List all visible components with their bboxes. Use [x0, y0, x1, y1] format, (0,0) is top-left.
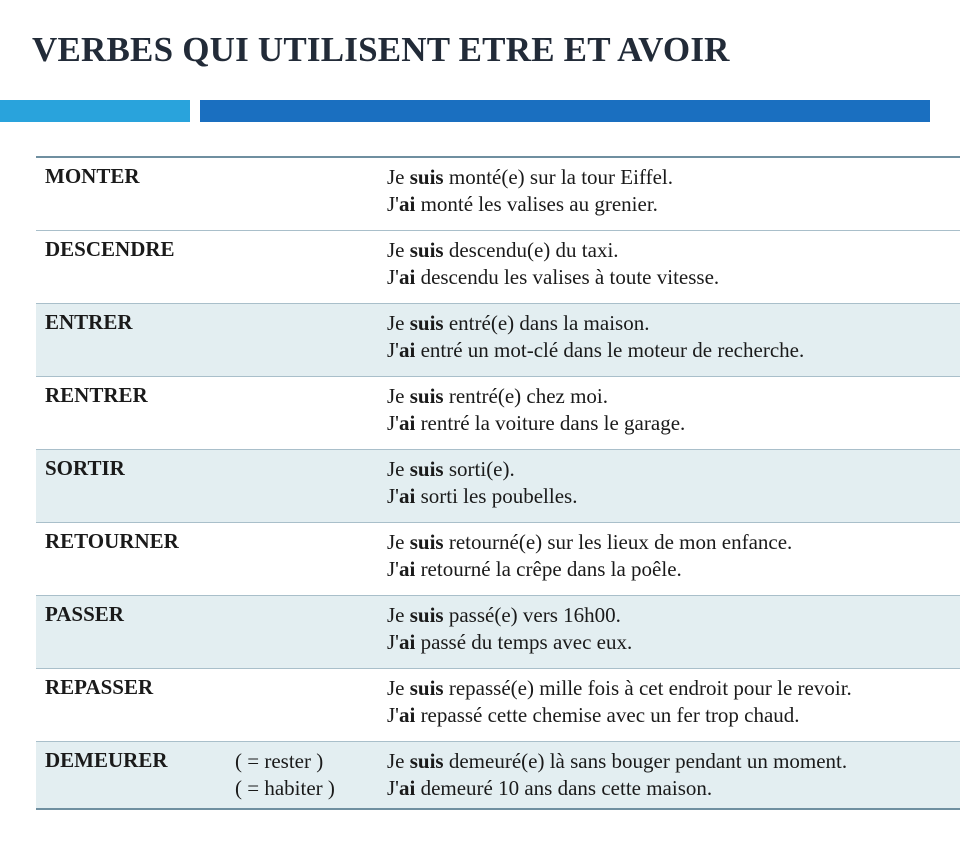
example-avoir: J'ai repassé cette chemise avec un fer trop chaud.	[387, 703, 800, 727]
table-row-passer	[36, 596, 960, 669]
examples	[387, 383, 685, 437]
example-etre: Je suis demeuré(e) là sans bouger pendant un moment.	[387, 749, 848, 773]
example-etre: Je suis passé(e) vers 16h00.	[387, 603, 621, 627]
table-row-demeurer	[36, 742, 960, 810]
examples	[387, 164, 673, 218]
page-title: VERBES QUI UTILISENT ETRE ET AVOIR	[32, 30, 730, 69]
table-row-retourner	[36, 523, 960, 596]
verb-label: DESCENDRE	[45, 237, 175, 261]
example-avoir: J'ai demeuré 10 ans dans cette maison.	[387, 776, 713, 800]
example-etre: Je suis retourné(e) sur les lieux de mon enfance.	[387, 530, 793, 554]
verb-label: REPASSER	[45, 675, 154, 699]
example-etre: Je suis descendu(e) du taxi.	[387, 238, 619, 262]
verb-label: PASSER	[45, 602, 124, 626]
verb-label: RETOURNER	[45, 529, 179, 553]
example-avoir: J'ai sorti les poubelles.	[387, 484, 578, 508]
example-avoir: J'ai rentré la voiture dans le garage.	[387, 411, 686, 435]
verb-label: MONTER	[45, 164, 140, 188]
table-row-rentrer	[36, 377, 960, 450]
examples	[387, 237, 719, 291]
example-avoir: J'ai passé du temps avec eux.	[387, 630, 633, 654]
example-etre: Je suis entré(e) dans la maison.	[387, 311, 650, 335]
example-avoir: J'ai retourné la crêpe dans la poêle.	[387, 557, 682, 581]
verb-label: RENTRER	[45, 383, 148, 407]
accent-bar-left	[0, 100, 190, 122]
example-avoir: J'ai descendu les valises à toute vitesse.	[387, 265, 720, 289]
example-etre: Je suis rentré(e) chez moi.	[387, 384, 609, 408]
example-etre: Je suis monté(e) sur la tour Eiffel.	[387, 165, 673, 189]
examples	[387, 748, 847, 802]
table-row-descendre	[36, 231, 960, 304]
examples	[387, 529, 792, 583]
example-avoir: J'ai entré un mot-clé dans le moteur de recherche.	[387, 338, 805, 362]
verb-label: ENTRER	[45, 310, 133, 334]
example-avoir: J'ai monté les valises au grenier.	[387, 192, 658, 216]
table-row-entrer	[36, 304, 960, 377]
verb-label: SORTIR	[45, 456, 125, 480]
examples	[387, 456, 577, 510]
accent-bar-right	[200, 100, 930, 122]
table-row-monter	[36, 158, 960, 231]
examples	[387, 310, 804, 364]
example-etre: Je suis repassé(e) mille fois à cet endroit pour le revoir.	[387, 676, 852, 700]
meaning-habiter: ( = habiter )	[235, 776, 335, 800]
examples	[387, 675, 852, 729]
verb-table	[36, 156, 960, 810]
meaning-rester: ( = rester )	[235, 749, 324, 773]
verb-label: DEMEURER	[45, 748, 168, 772]
verb-meanings	[235, 748, 335, 802]
examples	[387, 602, 632, 656]
table-row-sortir	[36, 450, 960, 523]
example-etre: Je suis sorti(e).	[387, 457, 515, 481]
table-row-repasser	[36, 669, 960, 742]
